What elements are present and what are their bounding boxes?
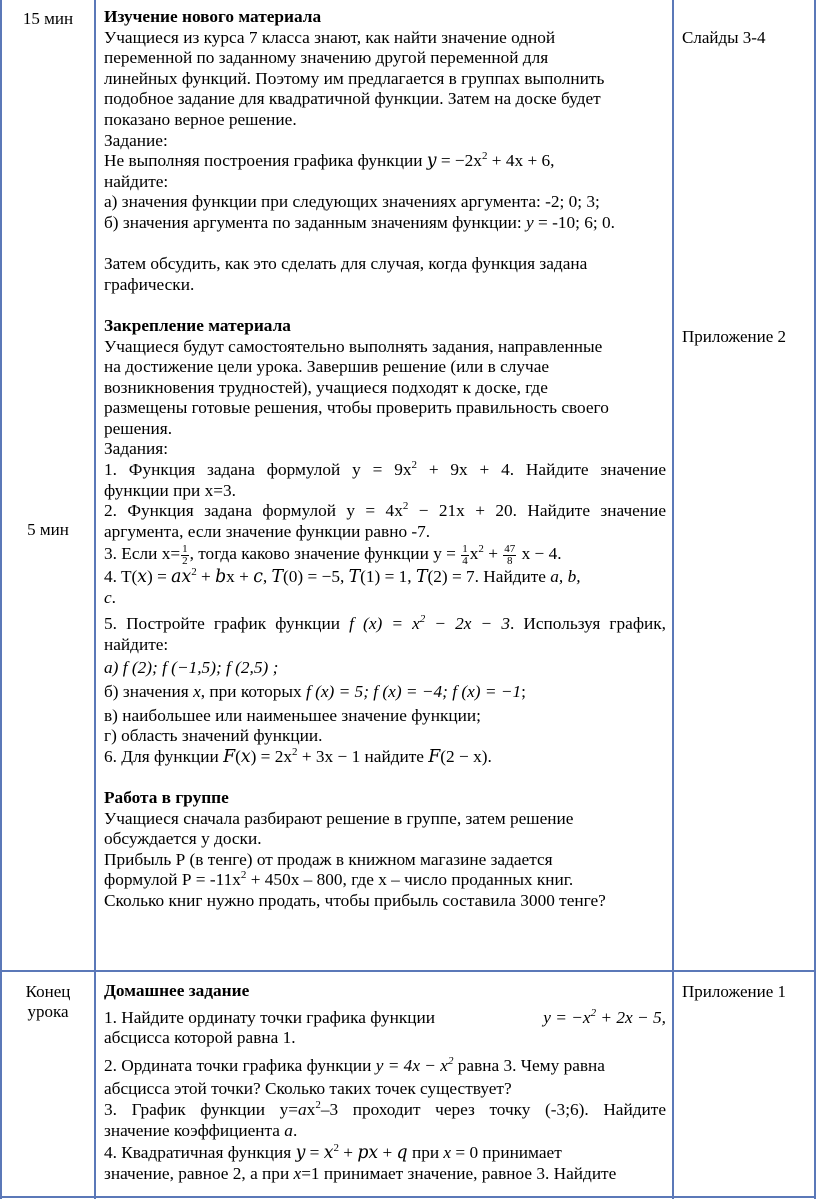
exercise-5-b: б) значения x, при которых f (x) = 5; f (x) = −4; f (x) = −1; xyxy=(104,681,526,701)
intro-line: показано верное решение. xyxy=(104,109,297,129)
homework-1: 1. Найдите ординату точки графика функции $y = -x^2 + 2x - 5$, xyxy=(104,1006,666,1027)
group-line: Учащиеся сначала разбирают решение в группе, затем решение xyxy=(104,808,574,828)
find-label: найдите: xyxy=(104,171,169,191)
exercise-4: 4. T(𝑥) = 𝑎𝑥$^2$ + 𝑏x + 𝑐, 𝑇(0) = −5, 𝑇(1) = 1, 𝑇(2) = 7. Найдите a, b, xyxy=(104,566,581,586)
time-cell-end xyxy=(2,982,94,1022)
table-row-divider xyxy=(0,970,816,972)
fraction-one-quarter: $\frac{1}{4}$ xyxy=(462,542,468,567)
profit-line: Прибыль Р (в тенге) от продаж в книжном магазине задается xyxy=(104,849,553,869)
exercise-4-cont: c. xyxy=(104,587,116,607)
task-text xyxy=(104,151,666,172)
exercise-2: 2. Функция задана формулой $y = 4x^2 - 21x + 20$. Найдите значение xyxy=(104,500,666,521)
group-line: обсуждается у доски. xyxy=(104,829,262,849)
intro-line: Учащиеся из курса 7 класса знают, как найти значение одной xyxy=(104,27,556,47)
resource-appendix-2: Приложение 2 xyxy=(682,327,786,346)
homework-2: 2. Ордината точки графика функции $y = 4x - x^2$ равна 3. Чему равна xyxy=(104,1055,605,1075)
resource-appendix-1: Приложение 1 xyxy=(682,982,786,1001)
heading-group-work: Работа в группе xyxy=(104,787,229,807)
time-cell-end-line2: урока xyxy=(27,1002,69,1021)
time-cell-end-line1: Конец xyxy=(25,982,71,1001)
tasks-label: Задания: xyxy=(104,439,169,459)
exercise-6: 6. Для функции 𝐹(𝑥) = $2x^2 + 3x - 1$ найдите 𝐹(2 − x). xyxy=(104,745,492,766)
consolidation-line: возникновения трудностей), учащиеся подходят к доске, где xyxy=(104,377,548,397)
heading-new-material: Изучение нового материала xyxy=(104,7,322,26)
homework-3-cont: значение коэффициента a. xyxy=(104,1120,298,1140)
consolidation-line: на достижение цели урока. Завершив решение (или в случае xyxy=(104,357,550,377)
exercise-5: 5. Постройте график функции f $(x) = x^2 - 2x - 3$. Используя график, xyxy=(104,613,666,634)
task-label: Задание: xyxy=(104,130,168,150)
exercise-5-c: в) наибольшее или наименьшее значение функции; xyxy=(104,705,481,725)
table-divider-time xyxy=(94,0,96,1199)
fraction-47-8: $\frac{47}{8}$ xyxy=(504,542,516,567)
exercise-1-cont: функции при x=3. xyxy=(104,480,236,500)
task-item-b: б) значения аргумента по заданным значениям функции: у = -10; 6; 0. xyxy=(104,212,615,232)
exercise-5-a: а) f (2); f (−1,5); f (2,5) ; xyxy=(104,658,279,678)
consolidation-line: размещены готовые решения, чтобы проверить правильность своего xyxy=(104,398,609,418)
exercise-3: 3. Если x= $\frac{1}{2}$ , тогда каково значение функции y = $\frac{1}{4}$ $x^2$ + $\frac{47}{8}$ x − 4. xyxy=(104,542,562,567)
heading-consolidation: Закрепление материала xyxy=(104,315,291,335)
intro-line: линейных функций. Поэтому им предлагается в группах выполнить xyxy=(104,68,605,88)
homework-4-cont: значение, равное 2, а при x=1 принимает значение, равное 3. Найдите xyxy=(104,1163,617,1183)
consolidation-line: Учащиеся будут самостоятельно выполнять задания, направленные xyxy=(104,336,603,356)
exercise-5-cont: найдите: xyxy=(104,634,169,654)
exercise-1: 1. Функция задана формулой $y = 9x^2 + 9x + 4$. Найдите значение xyxy=(104,459,666,480)
lesson-content xyxy=(104,7,666,911)
profit-formula: формулой $Р = -11x^2 + 450x - 800$, где x – число проданных книг. xyxy=(104,869,574,890)
table-border-bottom xyxy=(0,1196,816,1198)
resource-slides: Слайды 3-4 xyxy=(682,28,766,47)
task-text-words: Не выполняя построения графика функции xyxy=(104,151,423,171)
profit-question: Сколько книг нужно продать, чтобы прибыль составила 3000 тенге? xyxy=(104,890,606,910)
time-cell-5: 5 мин xyxy=(27,520,69,539)
table-divider-resources xyxy=(672,0,674,1199)
task-formula: 𝑦 = $-2x^2 + 4x + 6$, xyxy=(426,150,555,171)
fraction-one-half: $\frac{1}{2}$ xyxy=(182,542,188,567)
homework-2-cont: абсцисса этой точки? Сколько таких точек существует? xyxy=(104,1079,512,1099)
exercise-5-d: г) область значений функции. xyxy=(104,726,323,746)
exercise-2-cont: аргумента, если значение функции равно -7. xyxy=(104,521,431,541)
discuss-line: Затем обсудить, как это сделать для случая, когда функция задана xyxy=(104,254,588,274)
intro-line: подобное задание для квадратичной функции. Затем на доске будет xyxy=(104,89,601,109)
task-item-a: а) значения функции при следующих значениях аргумента: -2; 0; 3; xyxy=(104,192,600,212)
time-cell-15: 15 мин xyxy=(22,9,74,28)
intro-line: переменной по заданному значению другой переменной для xyxy=(104,48,549,68)
homework-1-cont: абсцисса которой равна 1. xyxy=(104,1028,296,1048)
heading-homework: Домашнее задание xyxy=(104,981,250,1000)
homework-content xyxy=(104,981,666,1184)
discuss-line: графически. xyxy=(104,274,195,294)
homework-3: 3. График функции $y=ax^2-3$ проходит через точку (-3;6). Найдите xyxy=(104,1099,666,1119)
consolidation-line: решения. xyxy=(104,418,173,438)
homework-4: 4. Квадратичная функция 𝑦 = 𝑥$^2$ + 𝑝𝑥 + 𝑞 при x = 0 принимает xyxy=(104,1142,562,1163)
